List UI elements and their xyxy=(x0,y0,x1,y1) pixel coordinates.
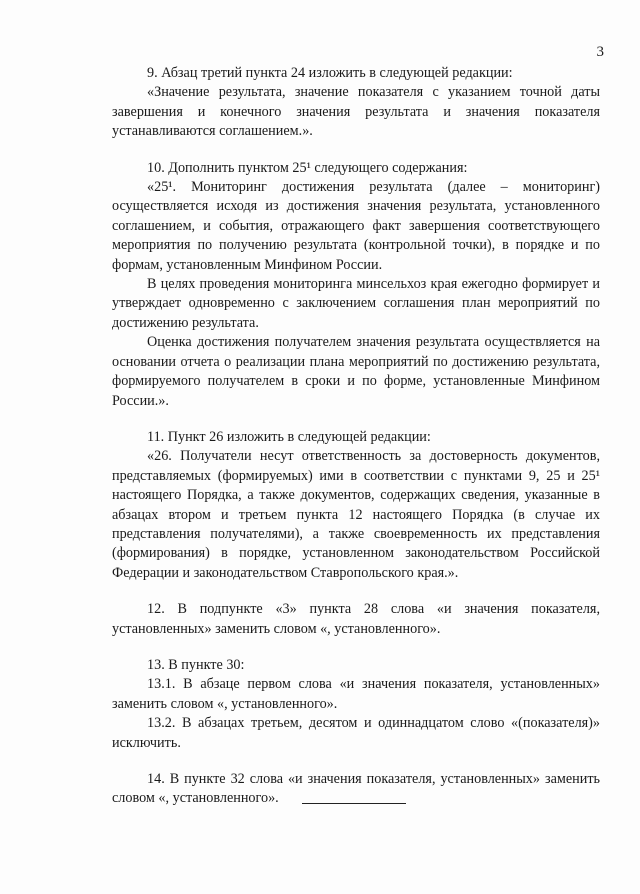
paragraph: 13.1. В абзаце первом слова «и значения показателя, установленных» заменить словом «, установленного». xyxy=(112,676,600,712)
section-item-12 xyxy=(112,600,600,639)
paragraph: Оценка достижения получателем значения результата осуществляется на основании отчета о реализации плана мероприятий по достижению результата, формируемого получателем в сроки и по форме, установленные Минфином России.». xyxy=(112,334,600,409)
paragraph: 14. В пункте 32 слова «и значения показателя, установленных» заменить словом «, установленного». xyxy=(112,771,600,807)
paragraph: «25¹. Мониторинг достижения результата (далее – мониторинг) осуществляется исходя из достижения значения результата, установленного соглашением, и события, отражающего факт завершения соответствующего мероприятия по получению результата (контрольной точки), в порядке и по формам, установленным Минфином России. xyxy=(112,179,600,273)
section-item-10 xyxy=(112,159,600,411)
section-item-11 xyxy=(112,428,600,583)
document-body xyxy=(112,64,600,809)
paragraph: «26. Получатели несут ответственность за достоверность документов, представляемых (формируемых) ими в соответствии с пунктами 9, 25 и 25¹ настоящего Порядка, а также документов, содержащих сведения, указанные в абзацах втором и третьем пункта 12 настоящего Порядка (в случае их представления получателями), а также своевременность их представления (формирования) в порядке, установленном законодательством Российской Федерации и законодательством Ставропольского края.». xyxy=(112,448,600,581)
paragraph: 11. Пункт 26 изложить в следующей редакции: xyxy=(147,428,431,445)
paragraph: 13. В пункте 30: xyxy=(147,656,245,673)
footer-divider xyxy=(302,803,406,804)
section-item-13 xyxy=(112,656,600,753)
page-number: 3 xyxy=(596,44,604,60)
paragraph: 10. Дополнить пунктом 25¹ следующего содержания: xyxy=(147,159,468,176)
paragraph: 13.2. В абзацах третьем, десятом и одиннадцатом слово «(показателя)» исключить. xyxy=(112,715,600,751)
paragraph: «Значение результата, значение показателя с указанием точной даты завершения и конечного значения результата и значения показателя устанавливаются соглашением.». xyxy=(112,84,600,140)
paragraph: 9. Абзац третий пункта 24 изложить в следующей редакции: xyxy=(147,65,513,81)
paragraph: 12. В подпункте «3» пункта 28 слова «и значения показателя, установленных» заменить словом «, установленного». xyxy=(112,601,600,637)
section-item-9 xyxy=(112,64,600,142)
paragraph: В целях проведения мониторинга минсельхоз края ежегодно формирует и утверждает одновременно с заключением соглашения план мероприятий по достижению результата. xyxy=(112,276,600,331)
